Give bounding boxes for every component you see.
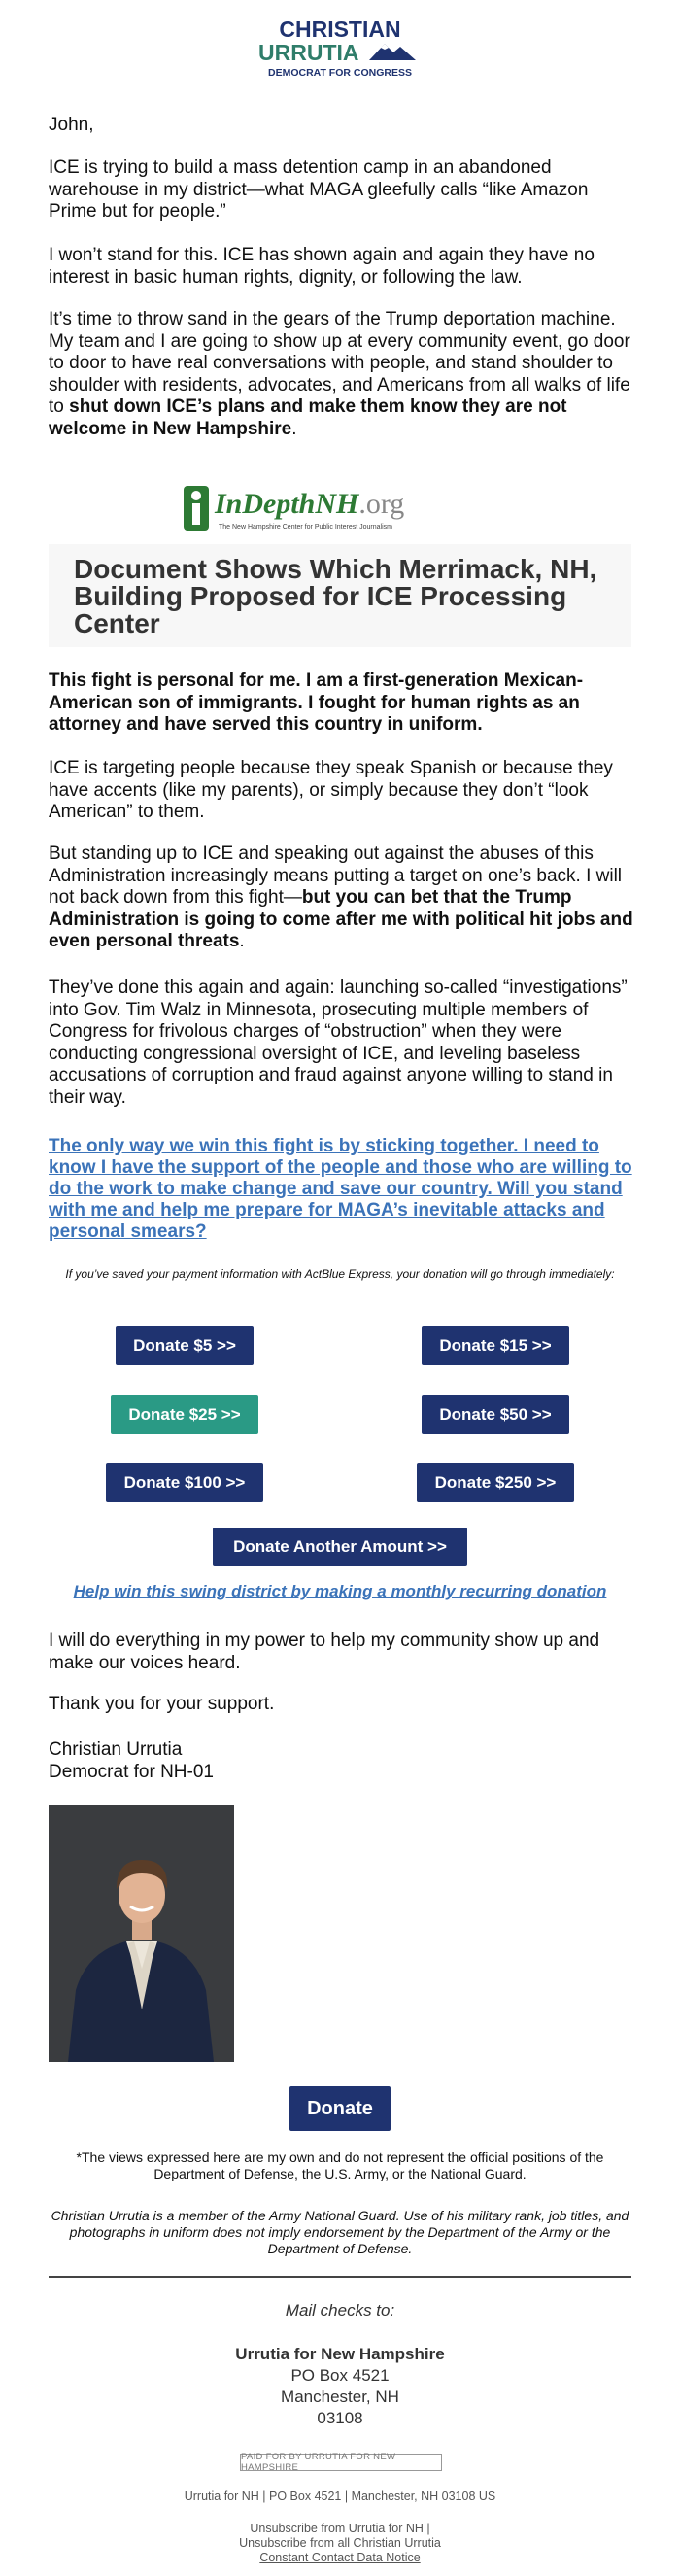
greeting: John, bbox=[49, 115, 94, 135]
stand-with-me-link[interactable]: The only way we win this fight is by sticking together. I need to know I have the support of the people and those who are willing to do the work to make change and save our country. Will you stand with me and help me prepare for MAGA’s inevitable attacks and personal smears? bbox=[49, 1136, 632, 1242]
p6-bold-text: but you can bet that the Trump Administration is going to come after me with political hit jobs and even personal threats bbox=[49, 887, 633, 951]
paragraph-do-everything: I will do everything in my power to help my community show up and make our voices heard. bbox=[49, 1631, 600, 1673]
national-guard-disclaimer: Christian Urrutia is a member of the Army National Guard. Use of his military rank, job titles, and photographs in uniform does not imply endorsement by the Department of the Army or the Department of Defense. bbox=[51, 2208, 629, 2256]
candidate-photo bbox=[49, 1805, 234, 2062]
donate-25-button[interactable]: Donate $25 >> bbox=[111, 1395, 258, 1434]
logo-first-name: CHRISTIAN bbox=[279, 17, 401, 42]
footer-address: Urrutia for NH | PO Box 4521 | Manchester, NH 03108 US bbox=[184, 2490, 496, 2503]
donate-button[interactable]: Donate bbox=[289, 2086, 391, 2131]
campaign-logo bbox=[255, 17, 425, 82]
donate-250-button[interactable]: Donate $250 >> bbox=[417, 1463, 574, 1502]
mail-zip: 03108 bbox=[317, 2409, 363, 2427]
paragraph-detention-camp: ICE is trying to build a mass detention camp in an abandoned warehouse in my district—what MAGA gleefully calls “like Amazon Prime but for people.” bbox=[49, 157, 589, 222]
paragraph-targeting: ICE is targeting people because they speak Spanish or because they have accents (like my parents), or simply because they don’t “look American” to them. bbox=[49, 758, 613, 822]
actblue-note: If you’ve saved your payment information with ActBlue Express, your donation will go through immediately: bbox=[65, 1267, 615, 1281]
article-title[interactable]: Document Shows Which Merrimack, NH, Building Proposed for ICE Processing Center bbox=[74, 554, 597, 638]
unsubscribe-all-link[interactable]: Unsubscribe from all Christian Urrutia bbox=[239, 2536, 441, 2550]
logo-tagline: DEMOCRAT FOR CONGRESS bbox=[268, 67, 412, 79]
paragraph-target-on-back: But standing up to ICE and speaking out against the abuses of this Administration increasingly means putting a target on one’s back. I will not back down from this fight—but you can bet that the Trump Administration is going to come after me with political hit jobs and even personal threats. bbox=[49, 843, 633, 951]
paragraph-wont-stand: I won’t stand for this. ICE has shown again and again they have no interest in basic human rights, dignity, or following the law. bbox=[49, 245, 595, 288]
donate-5-button[interactable]: Donate $5 >> bbox=[116, 1326, 254, 1365]
donate-100-button[interactable]: Donate $100 >> bbox=[106, 1463, 263, 1502]
indepthnh-logo-sub: The New Hampshire Center for Public Interest Journalism bbox=[219, 524, 392, 531]
donate-other-amount-button[interactable]: Donate Another Amount >> bbox=[213, 1528, 467, 1566]
paid-for-badge: PAID FOR BY URRUTIA FOR NEW HAMPSHIRE bbox=[240, 2454, 442, 2471]
mountain-icon bbox=[369, 44, 416, 60]
mail-po-box: PO Box 4521 bbox=[290, 2366, 390, 2385]
indepthnh-logo-main: InDepthNH.org bbox=[215, 488, 405, 520]
mail-city: Manchester, NH bbox=[281, 2387, 399, 2406]
thank-you-text: Thank you for your support. bbox=[49, 1694, 275, 1714]
paragraph-again-and-again: They’ve done this again and again: launching so-called “investigations” into Gov. Tim Walz in Minnesota, prosecuting multiple members of Congress for frivolous charges of “obstruction” when they were conducting congressional oversight of ICE, and leveling baseless accusations of corruption and fraud against anyone willing to stand in their way. bbox=[49, 978, 628, 1108]
divider bbox=[49, 2276, 631, 2278]
paragraph-personal: This fight is personal for me. I am a first-generation Mexican-American son of immigrants. I fought for human rights as an attorney and have served this country in uniform. bbox=[49, 670, 584, 735]
donate-15-button[interactable]: Donate $15 >> bbox=[422, 1326, 569, 1365]
monthly-donation-link[interactable]: Help win this swing district by making a monthly recurring donation bbox=[73, 1582, 607, 1600]
donate-50-button[interactable]: Donate $50 >> bbox=[422, 1395, 569, 1434]
p3-bold-text: shut down ICE’s plans and make them know they are not welcome in New Hampshire bbox=[49, 396, 567, 439]
paragraph-sand-in-gears: It’s time to throw sand in the gears of the Trump deportation machine. My team and I are going to show up at every community event, go door to door to have real conversations with people, and stand shoulder to shoulder with residents, advocates, and Americans from all walks of life to shut down ICE’s plans and make them know they are not welcome in New Hampshire. bbox=[49, 309, 630, 439]
candidate-portrait-icon bbox=[49, 1805, 234, 2062]
constant-contact-notice-link[interactable]: Constant Contact Data Notice bbox=[259, 2551, 421, 2564]
logo-last-name: URRUTIA bbox=[258, 40, 359, 65]
p3-lead-text: It’s time to throw sand in the gears of the Trump deportation machine. My team and I are going to show up at every community event, go door to door to have real conversations with people, and stand shoulder to shoulder with residents, advocates, and Americans from all walks of life to bbox=[49, 309, 630, 417]
indepthnh-logo[interactable] bbox=[180, 478, 500, 538]
signature-title: Democrat for NH-01 bbox=[49, 1762, 214, 1782]
signature-name: Christian Urrutia bbox=[49, 1739, 183, 1760]
views-disclaimer: *The views expressed here are my own and do not represent the official positions of the Department of Defense, the U.S. Army, or the National Guard. bbox=[76, 2149, 604, 2181]
mail-org-name: Urrutia for New Hampshire bbox=[235, 2345, 445, 2363]
unsubscribe-org-link[interactable]: Unsubscribe from Urrutia for NH | bbox=[250, 2522, 430, 2535]
mail-checks-heading: Mail checks to: bbox=[285, 2301, 395, 2319]
